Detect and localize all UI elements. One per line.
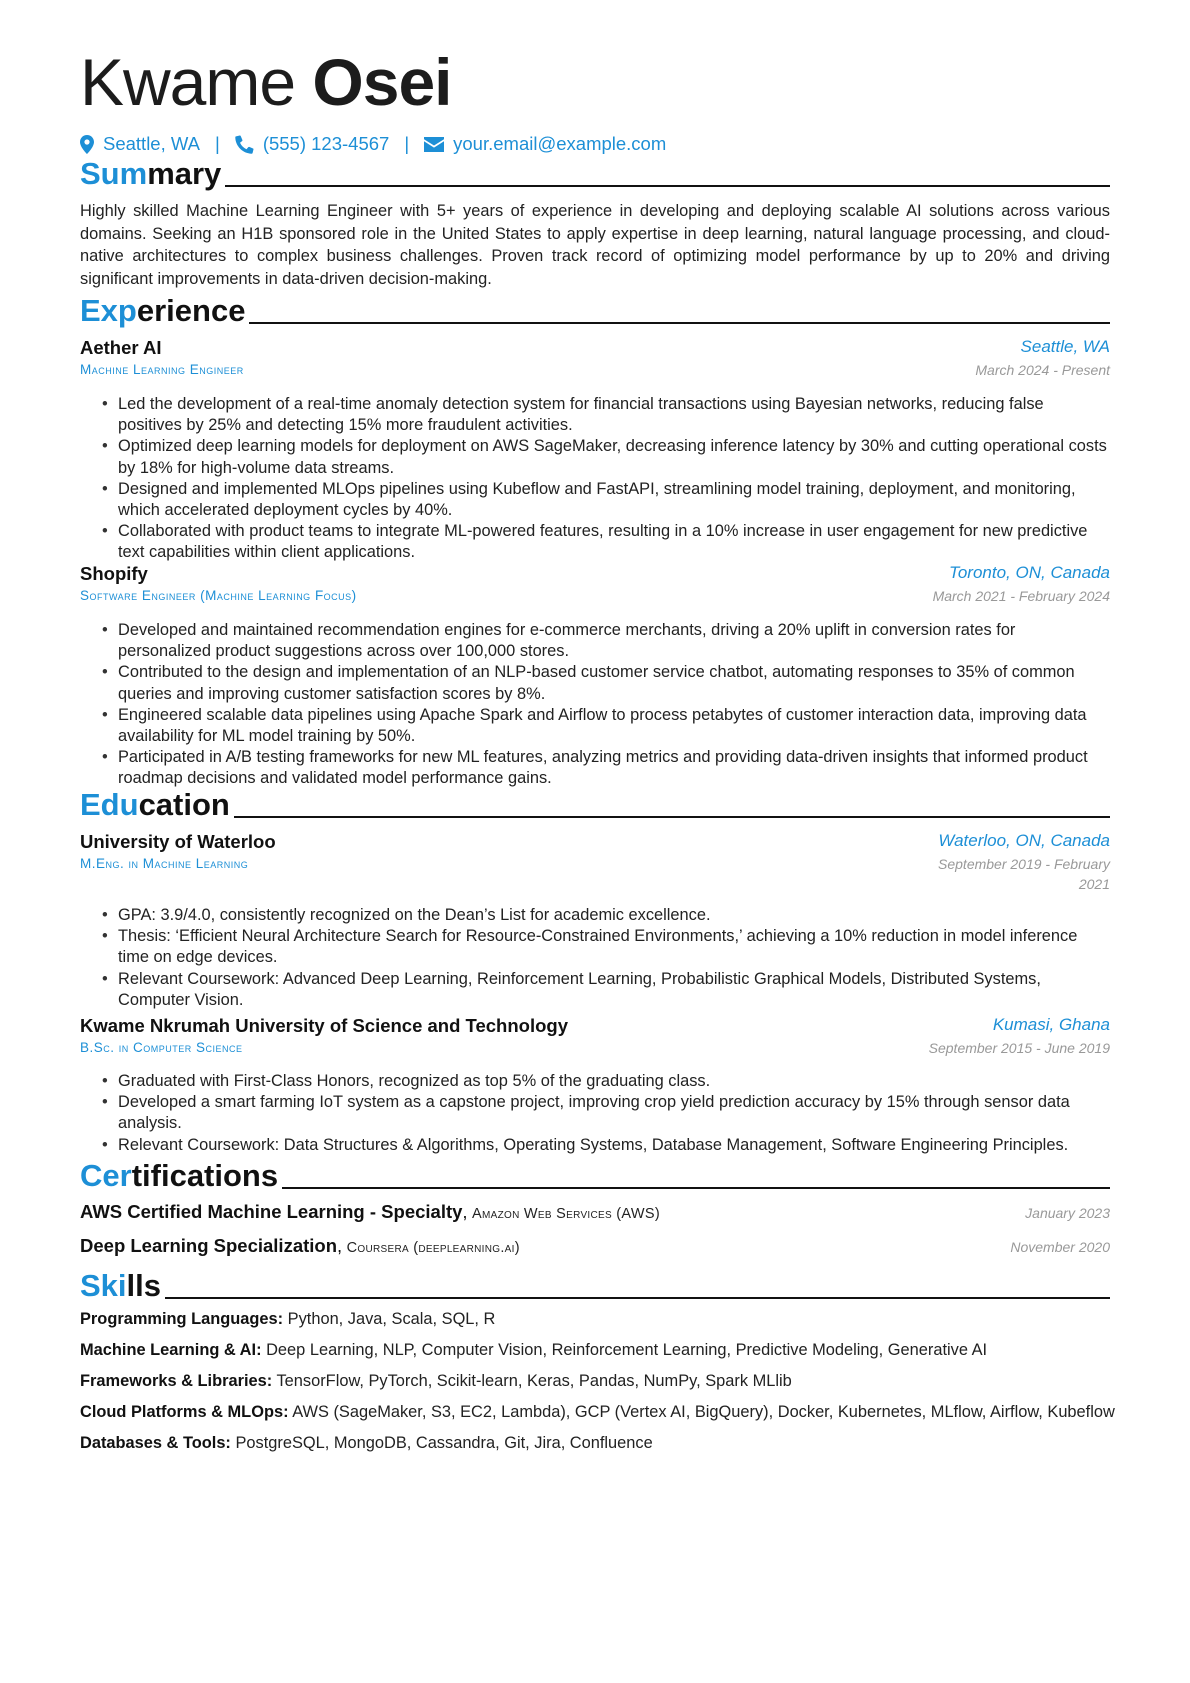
summary-text: Highly skilled Machine Learning Engineer with 5+ years of experience in developing and deploying scalable AI solutions across various domains. Seeking an H1B sponsored role in the United States to apply expertise in deep learning, natural language processing, and cloud-native architectures to complex business challenges. Proven track record of optimizing model performance by up to 20% and driving significant improvements in data-driven decision-making. [80, 202, 1110, 288]
location-text: Seattle, WA [103, 133, 200, 154]
contact-phone[interactable] [235, 133, 390, 155]
contact-line [80, 133, 666, 155]
skill-value: PostgreSQL, MongoDB, Cassandra, Git, Jira, Confluence [235, 1434, 653, 1452]
certification-issuer: Amazon Web Services (AWS) [472, 1206, 660, 1222]
section-title: Certifications [80, 1158, 279, 1193]
school-name: Kwame Nkrumah University of Science and Technology [80, 1015, 568, 1036]
contact-email[interactable] [424, 133, 666, 155]
section-title: Summary [80, 156, 222, 191]
company-name: Shopify [80, 563, 148, 584]
school-name: University of Waterloo [80, 831, 276, 852]
list-item: • Developed a smart farming IoT system as a capstone project, improving crop yield prediction accuracy by 15% through sensor data analysis. [80, 1092, 1110, 1134]
certification-name: AWS Certified Machine Learning - Specialty [80, 1201, 463, 1222]
skill-value: AWS (SageMaker, S3, EC2, Lambda), GCP (Vertex AI, BigQuery), Docker, Kubernetes, MLflow, Airflow, Kubeflow [292, 1403, 1115, 1421]
degree: M.Eng. in Machine Learning [80, 856, 249, 871]
education-bullets [80, 1071, 1110, 1156]
study-dates: September 2015 - June 2019 [928, 1040, 1110, 1056]
section-rule [165, 1297, 1110, 1299]
skill-value: Python, Java, Scala, SQL, R [287, 1310, 496, 1328]
job-title: Machine Learning Engineer [80, 362, 244, 377]
skills-heading [80, 1267, 1110, 1305]
experience-heading [80, 292, 1110, 330]
summary-heading [80, 155, 1110, 193]
list-item: • Designed and implemented MLOps pipelines using Kubeflow and FastAPI, streamlining model training, deployment, and monitoring, which accelerated deployment cycles by 40%. [80, 479, 1110, 521]
study-dates: September 2019 - February 2021 [938, 856, 1110, 892]
school-location: Kumasi, Ghana [992, 1015, 1110, 1034]
resume-page: Kwame Osei Seattle, WA | (555) 123-4567 | your.email@example.com Summary Highly skilled Machine Learning Engineer with 5+ years of experience in developing and deploying scalable AI solutions across various domains. Seeking an H1B sponsored role in the United States to apply expertise in deep learning, natural language processing, and cloud-native architectures to complex business challenges. Proven track record of optimizing model performance by up to 20% and driving significant improvements in data-driven decision-making. Experience Aether AI Seattle, WA Machine Learning Engineer March 2024 - Present • Led the development of a real-time anomaly detection system for financial transactions using Bayesian networks, reducing false positives by 25% and detecting 15% more fraudulent activities. • Optimized deep learning models for deployment on AWS SageMaker, decreasing inference latency by 30% and cutting operational costs by 18% for high-volume data streams. • Designed and implemented MLOps pipelines using Kubeflow and FastAPI, streamlining model training, deployment, and monitoring, which accelerated deployment cycles by 40%. • Collaborated with product teams to integrate ML-powered features, resulting in a 10% increase in user engagement for new predictive text capabilities within client applications. Shopify Toronto, ON, Canada Software Engineer (Machine Learning Focus) March 2021 - February 2024 • Developed and maintained recommendation engines for e-commerce merchants, driving a 20% uplift in conversion rates for personalized product suggestions across over 100,000 stores. • Contributed to the design and implementation of an NLP-based customer service chatbot, automating responses to 35% of common queries and improving customer satisfaction scores by 8%. • Engineered scalable data pipelines using Apache Spark and Airflow to process petabytes of customer interaction data, improving data availability for ML model training by 50%. • Participated in A/B testing frameworks for new ML features, analyzing metrics and providing data-driven insights that informed product roadmap decisions and validated model performance gains. Education University of Waterloo Waterloo, ON, Canada M.Eng. in Machine Learning September 2019 - February 2021 • GPA: 3.9/4.0, consistently recognized on the Dean’s List for academic excellence. • Thesis: ‘Efficient Neural Architecture Search for Resource-Constrained Environments,’ achieving a 10% reduction in model inference time on edge devices. • Relevant Coursework: Advanced Deep Learning, Reinforcement Learning, Probabilistic Graphical Models, Distributed Systems, Computer Vision. Kwame Nkrumah University of Science and Technology Kumasi, Ghana B.Sc. in Computer Science September 2015 - June 2019 • Graduated with First-Class Honors, recognized as top 5% of the graduating class. • Developed a smart farming IoT system as a capstone project, improving crop yield prediction accuracy by 15% through sensor data analysis. • Relevant Coursework: Data Structures & Algorithms, Operating Systems, Database Management, Software Engineering Principles. Certifications AWS Certified Machine Learning - Specialty, Amazon Web Services (AWS) January 2023 Deep Learning Specialization, Coursera (deeplearning.ai) November 2020 Skills Programming Languages: Python, Java, Scala, SQL, R Machine Learning & AI: Deep Learning, NLP, Computer Vision, Reinforcement Learning, Predictive Modeling, Generative AI Frameworks & Libraries: TensorFlow, PyTorch, Scikit-learn, Keras, Pandas, NumPy, Spark MLlib Cloud Platforms & MLOps: AWS (SageMaker, S3, EC2, Lambda), GCP (Vertex AI, BigQuery), Docker, Kubernetes, MLflow, Airflow, Kubeflow Databases & Tools: PostgreSQL, MongoDB, Cassandra, Git, Jira, Confluence [0, 0, 1190, 1683]
education-bullets [80, 905, 1110, 1011]
skill-value: TensorFlow, PyTorch, Scikit-learn, Keras, Pandas, NumPy, Spark MLlib [276, 1372, 792, 1390]
certification-date: November 2020 [1010, 1239, 1110, 1255]
skill-label: Databases & Tools: [80, 1434, 231, 1452]
list-item: • Participated in A/B testing frameworks for new ML features, analyzing metrics and providing data-driven insights that informed product roadmap decisions and validated model performance gains. [80, 747, 1110, 789]
list-item: • Optimized deep learning models for deployment on AWS SageMaker, decreasing inference latency by 30% and cutting operational costs by 18% for high-volume data streams. [80, 436, 1110, 478]
job-dates: March 2021 - February 2024 [932, 588, 1110, 604]
education-heading [80, 786, 1110, 824]
phone-text: (555) 123-4567 [262, 133, 390, 154]
job-title: Software Engineer (Machine Learning Focus) [80, 588, 357, 603]
list-item: • Engineered scalable data pipelines using Apache Spark and Airflow to process petabytes of customer interaction data, improving data availability for ML model training by 50%. [80, 705, 1110, 747]
list-item: • Collaborated with product teams to integrate ML-powered features, resulting in a 10% increase in user engagement for new predictive text capabilities within client applications. [80, 521, 1110, 563]
section-rule [225, 185, 1110, 187]
skill-label: Programming Languages: [80, 1310, 284, 1328]
section-rule [249, 322, 1110, 324]
job-dates: March 2024 - Present [975, 362, 1110, 378]
certification-issuer: Coursera (deeplearning.ai) [346, 1240, 520, 1256]
skill-label: Cloud Platforms & MLOps: [80, 1403, 289, 1421]
map-marker-icon [80, 135, 94, 154]
skill-row [80, 1434, 1110, 1453]
list-item: • Graduated with First-Class Honors, recognized as top 5% of the graduating class. [80, 1071, 1110, 1092]
job-location: Seattle, WA [1020, 337, 1110, 356]
skill-row [80, 1372, 1110, 1391]
section-title: Skills [80, 1268, 161, 1303]
contact-separator: | [404, 133, 410, 154]
list-item: • Contributed to the design and implementation of an NLP-based customer service chatbot, automating responses to 35% of common queries and improving customer satisfaction scores by 8%. [80, 662, 1110, 704]
list-item: • Relevant Coursework: Advanced Deep Learning, Reinforcement Learning, Probabilistic Graphical Models, Distributed Systems, Computer Vision. [80, 969, 1110, 1011]
list-item: • GPA: 3.9/4.0, consistently recognized on the Dean’s List for academic excellence. [80, 905, 1110, 926]
job-location: Toronto, ON, Canada [949, 563, 1110, 582]
skill-label: Machine Learning & AI: [80, 1341, 262, 1359]
degree: B.Sc. in Computer Science [80, 1040, 243, 1055]
list-item: • Relevant Coursework: Data Structures & Algorithms, Operating Systems, Database Management, Software Engineering Principles. [80, 1135, 1110, 1156]
candidate-name [80, 42, 452, 122]
first-name: Kwame [80, 45, 296, 119]
section-rule [234, 816, 1110, 818]
envelope-icon [424, 137, 444, 152]
experience-bullets [80, 394, 1110, 564]
list-item: • Thesis: ‘Efficient Neural Architecture Search for Resource-Constrained Environments,’ achieving a 10% reduction in model inference time on edge devices. [80, 926, 1110, 968]
section-rule [282, 1187, 1110, 1189]
last-name: Osei [312, 45, 452, 119]
skill-row [80, 1403, 1115, 1422]
certification-date: January 2023 [1025, 1205, 1110, 1221]
section-title: Education [80, 787, 230, 822]
certifications-heading [80, 1157, 1110, 1195]
contact-separator: | [215, 133, 220, 154]
company-name: Aether AI [80, 337, 162, 358]
skill-value: Deep Learning, NLP, Computer Vision, Reinforcement Learning, Predictive Modeling, Generative AI [266, 1341, 988, 1359]
section-title: Experience [80, 293, 246, 328]
email-link: your.email@example.com [453, 133, 667, 154]
contact-location [80, 133, 200, 155]
experience-bullets [80, 620, 1110, 790]
skill-row [80, 1310, 1110, 1329]
certification-name: Deep Learning Specialization [80, 1235, 338, 1256]
phone-icon [235, 135, 254, 154]
school-location: Waterloo, ON, Canada [938, 831, 1110, 850]
list-item: • Developed and maintained recommendation engines for e-commerce merchants, driving a 20% uplift in conversion rates for personalized product suggestions across over 100,000 stores. [80, 620, 1110, 662]
skill-row [80, 1341, 1110, 1360]
skill-label: Frameworks & Libraries: [80, 1372, 273, 1390]
list-item: • Led the development of a real-time anomaly detection system for financial transactions using Bayesian networks, reducing false positives by 25% and detecting 15% more fraudulent activities. [80, 394, 1110, 436]
